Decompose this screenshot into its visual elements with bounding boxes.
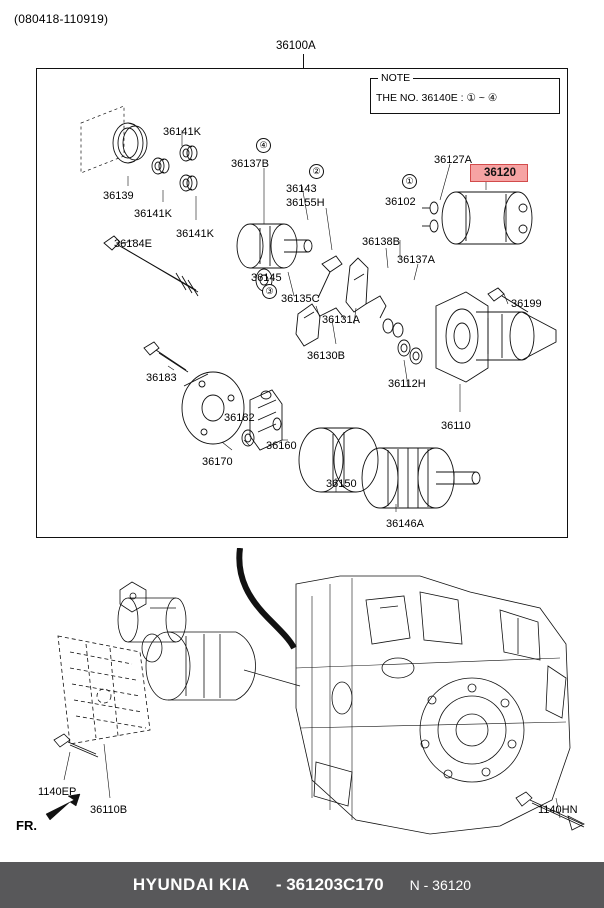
part-label-36139: 36139 [103,190,134,202]
highlight-box [470,164,528,182]
part-label-36110B: 36110B [90,804,128,816]
front-direction-label: FR. [16,818,37,833]
part-label-36141K-c: 36141K [176,228,214,240]
part-label-36141K-b: 36141K [134,208,172,220]
part-label-36127A: 36127A [434,154,472,166]
note-text: THE NO. 36140E : ① ~ ④ [376,92,498,104]
part-number: - 361203C170 [275,875,384,894]
part-label-36137B: 36137B [231,158,269,170]
part-label-36145: 36145 [251,272,282,284]
callout-4: ④ [256,138,271,153]
footer-bar [0,862,604,908]
callout-1: ① [402,174,417,189]
part-label-36146A: 36146A [386,518,424,530]
part-label-36110: 36110 [441,420,471,432]
brand-label: HYUNDAI KIA [132,875,250,894]
part-label-36155H: 36155H [286,197,325,209]
alt-part-number: N - 36120 [409,877,472,893]
part-label-36184E: 36184E [114,238,152,250]
part-label-36182: 36182 [224,412,255,424]
highlight-part-number: 36120 [484,167,516,179]
part-label-1140HN: 1140HN [538,804,578,816]
part-label-36141K-a: 36141K [163,126,201,138]
main-assembly-leader [303,54,304,68]
part-label-36150: 36150 [326,478,357,490]
part-label-36143: 36143 [286,183,317,195]
callout-2: ② [309,164,324,179]
part-label-36160: 36160 [266,440,297,452]
part-label-36138B: 36138B [362,236,400,248]
part-label-36199: 36199 [511,298,542,310]
part-label-36137A: 36137A [397,254,435,266]
part-label-36130B: 36130B [307,350,345,362]
part-label-1140EP: 1140EP [38,786,77,798]
part-label-36112H: 36112H [388,378,426,390]
note-title: NOTE [378,72,413,84]
part-label-36102: 36102 [385,196,416,208]
callout-3: ③ [262,284,277,299]
document-code: (080418-110919) [14,12,109,26]
part-label-36131A: 36131A [322,314,360,326]
main-assembly-label: 36100A [276,40,316,52]
part-label-36183: 36183 [146,372,177,384]
part-label-36170: 36170 [202,456,233,468]
part-label-36135C: 36135C [281,293,320,305]
